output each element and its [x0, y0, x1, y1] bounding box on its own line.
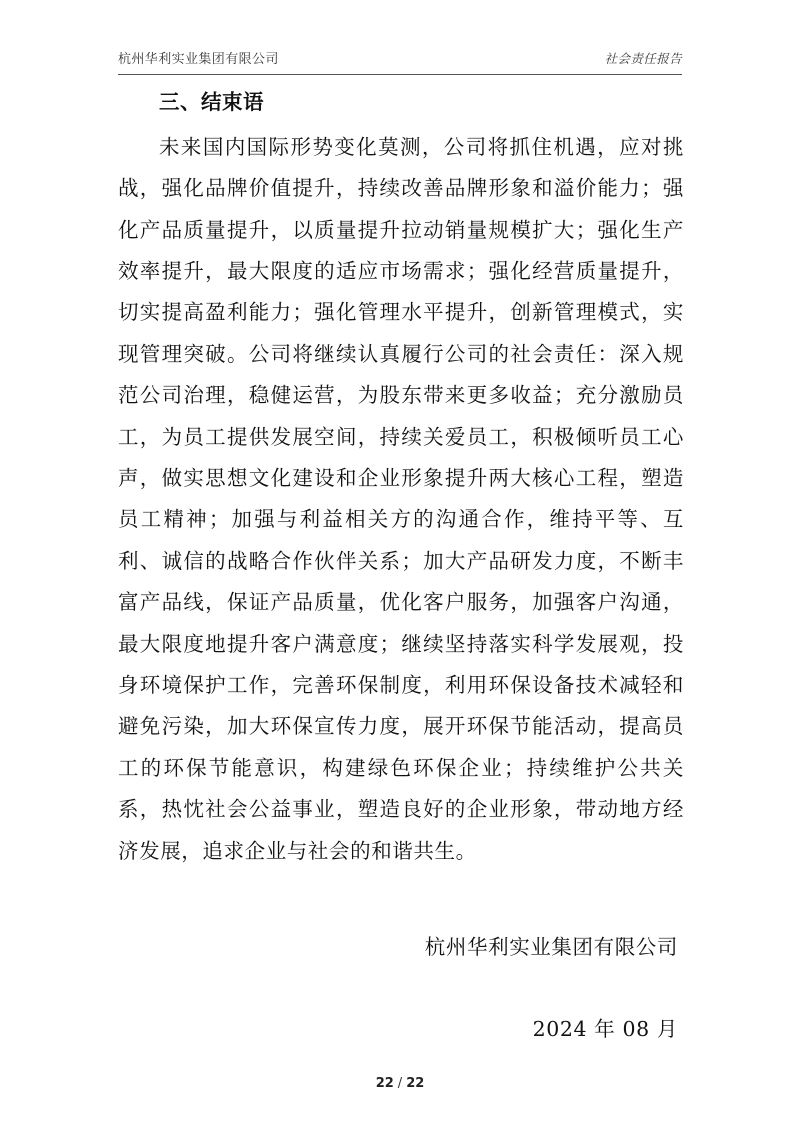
header-company-name: 杭州华利实业集团有限公司	[118, 52, 279, 67]
section-heading: 三、结束语	[159, 90, 264, 114]
page-footer	[0, 1076, 800, 1091]
footer-current-page: 22	[375, 1076, 394, 1091]
footer-separator: /	[397, 1076, 403, 1091]
header-report-title: 社会责任报告	[604, 51, 682, 66]
header-divider	[118, 74, 682, 75]
signature-company: 杭州华利实业集团有限公司	[424, 935, 678, 960]
signature-date: 2024 年 08 月	[532, 1017, 678, 1042]
footer-total-pages: 22	[406, 1076, 425, 1091]
section-paragraph: 未来国内国际形势变化莫测，公司将抓住机遇，应对挑战，强化品牌价值提升，持续改善品牌形象和溢价能力；强化产品质量提升，以质量提升拉动销量规模扩大；强化生产效率提升，最大限度的适应市场需求；强化经营质量提升，切实提高盈利能力；强化管理水平提升，创新管理模式，实现管理突破。公司将继续认真履行公司的社会责任：深入规范公司治理，稳健运营，为股东带来更多收益；充分激励员工，为员工提供发展空间，持续关爱员工，积极倾听员工心声，做实思想文化建设和企业形象提升两大核心工程，塑造员工精神；加强与利益相关方的沟通合作，维持平等、互利、诚信的战略合作伙伴关系；加大产品研发力度，不断丰富产品线，保证产品质量，优化客户服务，加强客户沟通，最大限度地提升客户满意度；继续坚持落实科学发展观，投身环境保护工作，完善环保制度，利用环保设备技术减轻和避免污染，加大环保宣传力度，展开环保节能活动，提高员工的环保节能意识，构建绿色环保企业；持续维护公共关系，热忱社会公益事业，塑造良好的企业形象，带动地方经济发展，追求企业与社会的和谐共生。	[118, 134, 684, 863]
running-header	[118, 48, 682, 67]
page-content	[118, 86, 684, 1042]
